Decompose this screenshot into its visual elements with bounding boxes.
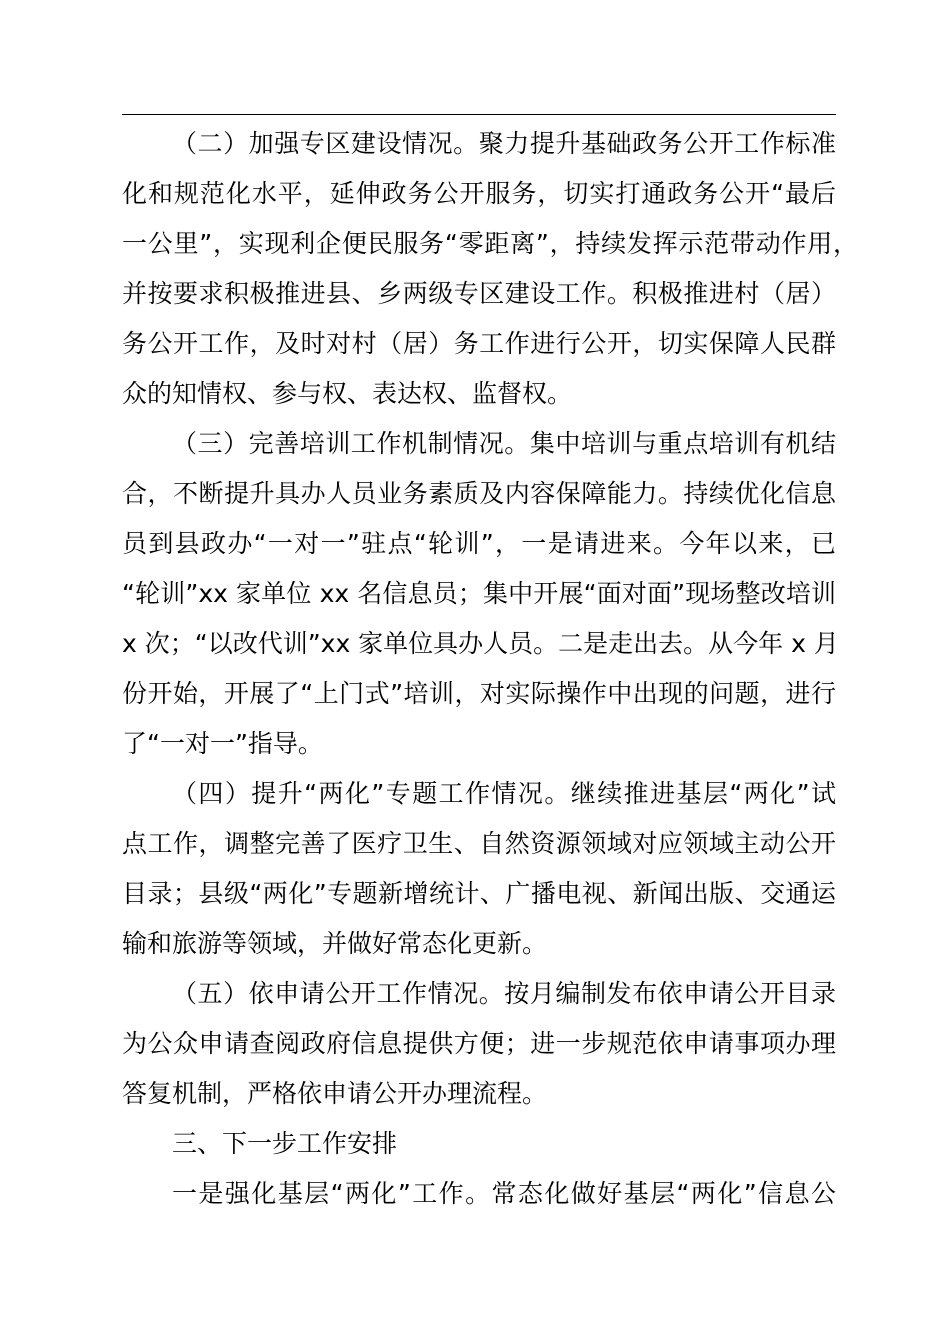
paragraph-3-line-5: x 次；“以改代训”xx 家单位具办人员。二是走出去。从今年 x 月 (122, 629, 839, 658)
paragraph-4-line-4: 输和旅游等领域，并做好常态化更新。 (122, 929, 548, 958)
paragraph-2-line-1: （二）加强专区建设情况。聚力提升基础政务公开工作标准 (172, 129, 836, 158)
paragraph-3-line-7: 了“一对一”指导。 (122, 729, 323, 758)
paragraph-5-line-1: （五）依申请公开工作情况。按月编制发布依申请公开目录 (172, 979, 836, 1008)
paragraph-4-line-1: （四）提升“两化”专题工作情况。继续推进基层“两化”试 (172, 779, 836, 808)
paragraph-4-line-2: 点工作，调整完善了医疗卫生、自然资源领域对应领域主动公开 (122, 829, 836, 858)
paragraph-2-line-6: 众的知情权、参与权、表达权、监督权。 (122, 379, 573, 408)
paragraph-2-line-3: 一公里”，实现利企便民服务“零距离”，持续发挥示范带动作用， (122, 229, 858, 258)
paragraph-2-line-5: 务公开工作，及时对村（居）务工作进行公开，切实保障人民群 (122, 329, 836, 358)
paragraph-5-line-2: 为公众申请查阅政府信息提供方便；进一步规范依申请事项办理 (122, 1029, 836, 1058)
paragraph-2-line-4: 并按要求积极推进县、乡两级专区建设工作。积极推进村（居） (122, 279, 836, 308)
paragraph-5-line-3: 答复机制，严格依申请公开办理流程。 (122, 1079, 548, 1108)
paragraph-2-line-2: 化和规范化水平，延伸政务公开服务，切实打通政务公开“最后 (122, 179, 836, 208)
paragraph-3-line-6: 份开始，开展了“上门式”培训，对实际操作中出现的问题，进行 (122, 679, 836, 708)
paragraph-3-line-2: 合，不断提升具办人员业务素质及内容保障能力。持续优化信息 (122, 479, 836, 508)
header-rule (122, 114, 836, 115)
section-heading: 三、下一步工作安排 (172, 1129, 398, 1158)
paragraph-3-line-3: 员到县政办“一对一”驻点“轮训”，一是请进来。今年以来，已 (122, 529, 836, 558)
paragraph-3-line-1: （三）完善培训工作机制情况。集中培训与重点培训有机结 (172, 429, 836, 458)
paragraph-4-line-3: 目录；县级“两化”专题新增统计、广播电视、新闻出版、交通运 (122, 879, 836, 908)
paragraph-3-line-4: “轮训”xx 家单位 xx 名信息员；集中开展“面对面”现场整改培训 (122, 579, 836, 608)
paragraph-next-line-1: 一是强化基层“两化”工作。常态化做好基层“两化”信息公 (172, 1179, 836, 1208)
